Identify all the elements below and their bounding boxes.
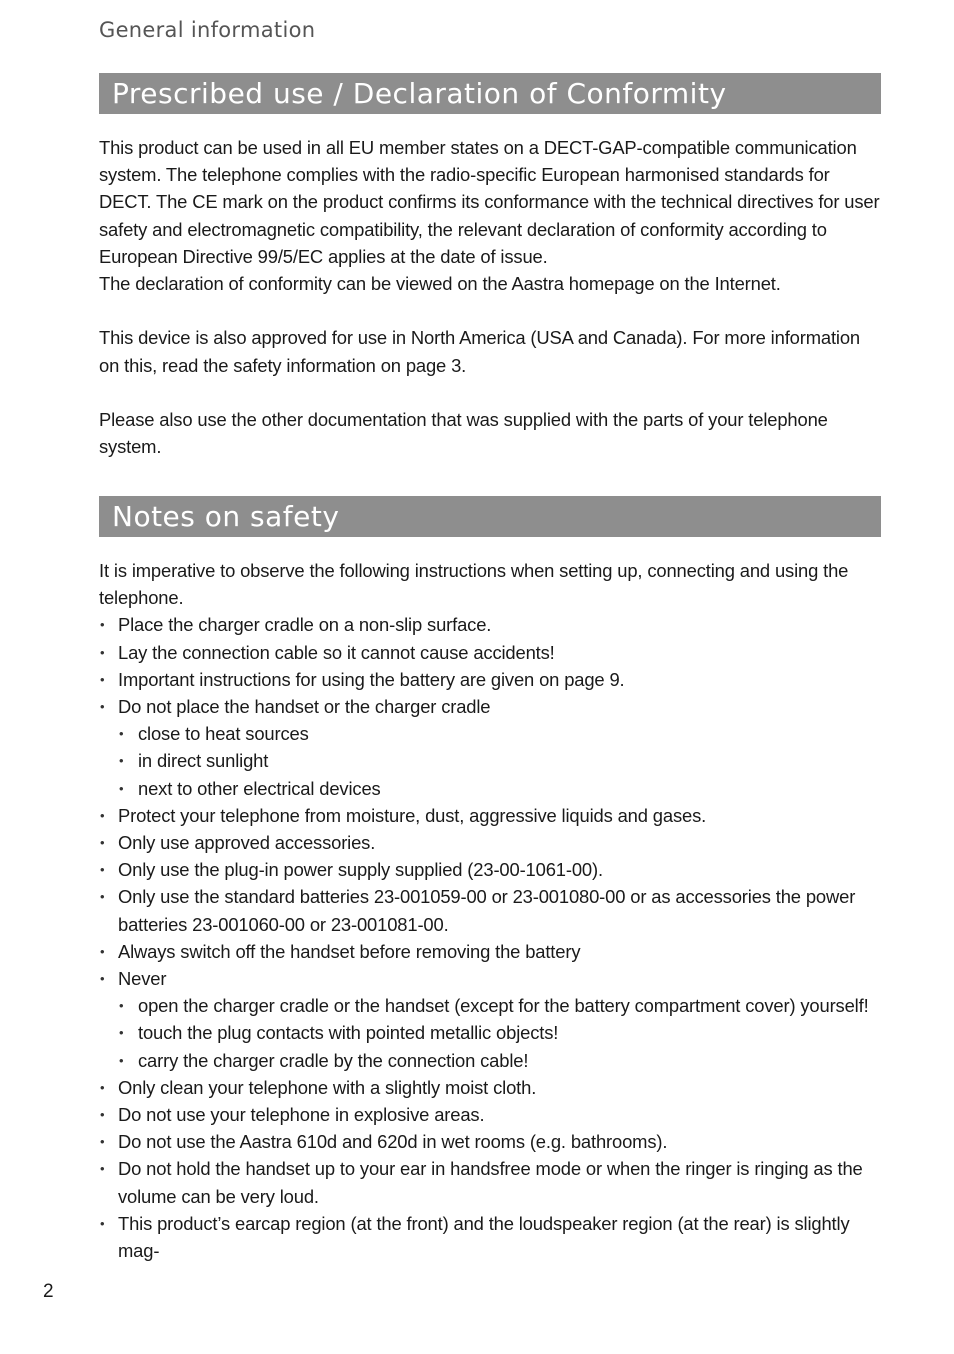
paragraph-eu-conformity: This product can be used in all EU member states on a DECT-GAP-compatible communication system. The telephone complies with the radio-specific European harmonised standards for DECT. The CE mark on the product confirms its conformance with the technical directives for user safety and electromagnetic compatibility, the relevant declaration of conformity according to European Directive 99/5/EC applies at the date of issue. [99, 137, 880, 267]
section-heading-safety: Notes on safety [99, 496, 881, 537]
safety-sub-item: • touch the plug contacts with pointed metallic objects! [99, 1019, 881, 1046]
safety-item: • Only use the plug-in power supply supplied (23-00-1061-00). [99, 856, 881, 883]
safety-sub-item: • close to heat sources [99, 720, 881, 747]
safety-item: • This product’s earcap region (at the front) and the loudspeaker region (at the rear) is slightly mag- [99, 1210, 881, 1264]
safety-sub-item: • open the charger cradle or the handset (except for the battery compartment cover) yourself! [99, 992, 881, 1019]
safety-sub-item: • carry the charger cradle by the connection cable! [99, 1047, 881, 1074]
safety-item: • Never [99, 965, 881, 992]
page-number: 2 [43, 1281, 54, 1302]
safety-item: • Do not place the handset or the charger cradle [99, 693, 881, 720]
paragraph-other-documentation: Please also use the other documentation that was supplied with the parts of your telephone system. [99, 409, 828, 458]
safety-item: • Only use approved accessories. [99, 829, 881, 856]
safety-item: • Only use the standard batteries 23-001059-00 or 23-001080-00 or as accessories the power batteries 23-001060-00 or 23-001081-00. [99, 883, 881, 937]
section-heading-prescribed-use: Prescribed use / Declaration of Conformity [99, 73, 881, 114]
safety-sub-item: • next to other electrical devices [99, 775, 881, 802]
safety-item: • Protect your telephone from moisture, dust, aggressive liquids and gases. [99, 802, 881, 829]
paragraph-north-america: This device is also approved for use in North America (USA and Canada). For more information on this, read the safety information on page 3. [99, 327, 861, 376]
running-header: General information [99, 18, 316, 42]
safety-item: • Do not hold the handset up to your ear in handsfree mode or when the ringer is ringing as the volume can be very loud. [99, 1155, 881, 1209]
safety-item: • Do not use your telephone in explosive areas. [99, 1101, 881, 1128]
safety-item: • Only clean your telephone with a slightly moist cloth. [99, 1074, 881, 1101]
safety-item: • Place the charger cradle on a non-slip surface. [99, 611, 881, 638]
safety-item: • Lay the connection cable so it cannot cause accidents! [99, 639, 881, 666]
section-body-safety [99, 557, 881, 1264]
safety-item: • Do not use the Aastra 610d and 620d in wet rooms (e.g. bathrooms). [99, 1128, 881, 1155]
safety-list [99, 611, 881, 1264]
safety-item: • Important instructions for using the battery are given on page 9. [99, 666, 881, 693]
safety-sub-item: • in direct sunlight [99, 747, 881, 774]
section-body-prescribed-use [99, 134, 881, 460]
paragraph-declaration-homepage: The declaration of conformity can be viewed on the Aastra homepage on the Internet. [99, 273, 781, 295]
safety-item: • Always switch off the handset before removing the battery [99, 938, 881, 965]
safety-intro: It is imperative to observe the following instructions when setting up, connecting and using the telephone. [99, 560, 849, 609]
